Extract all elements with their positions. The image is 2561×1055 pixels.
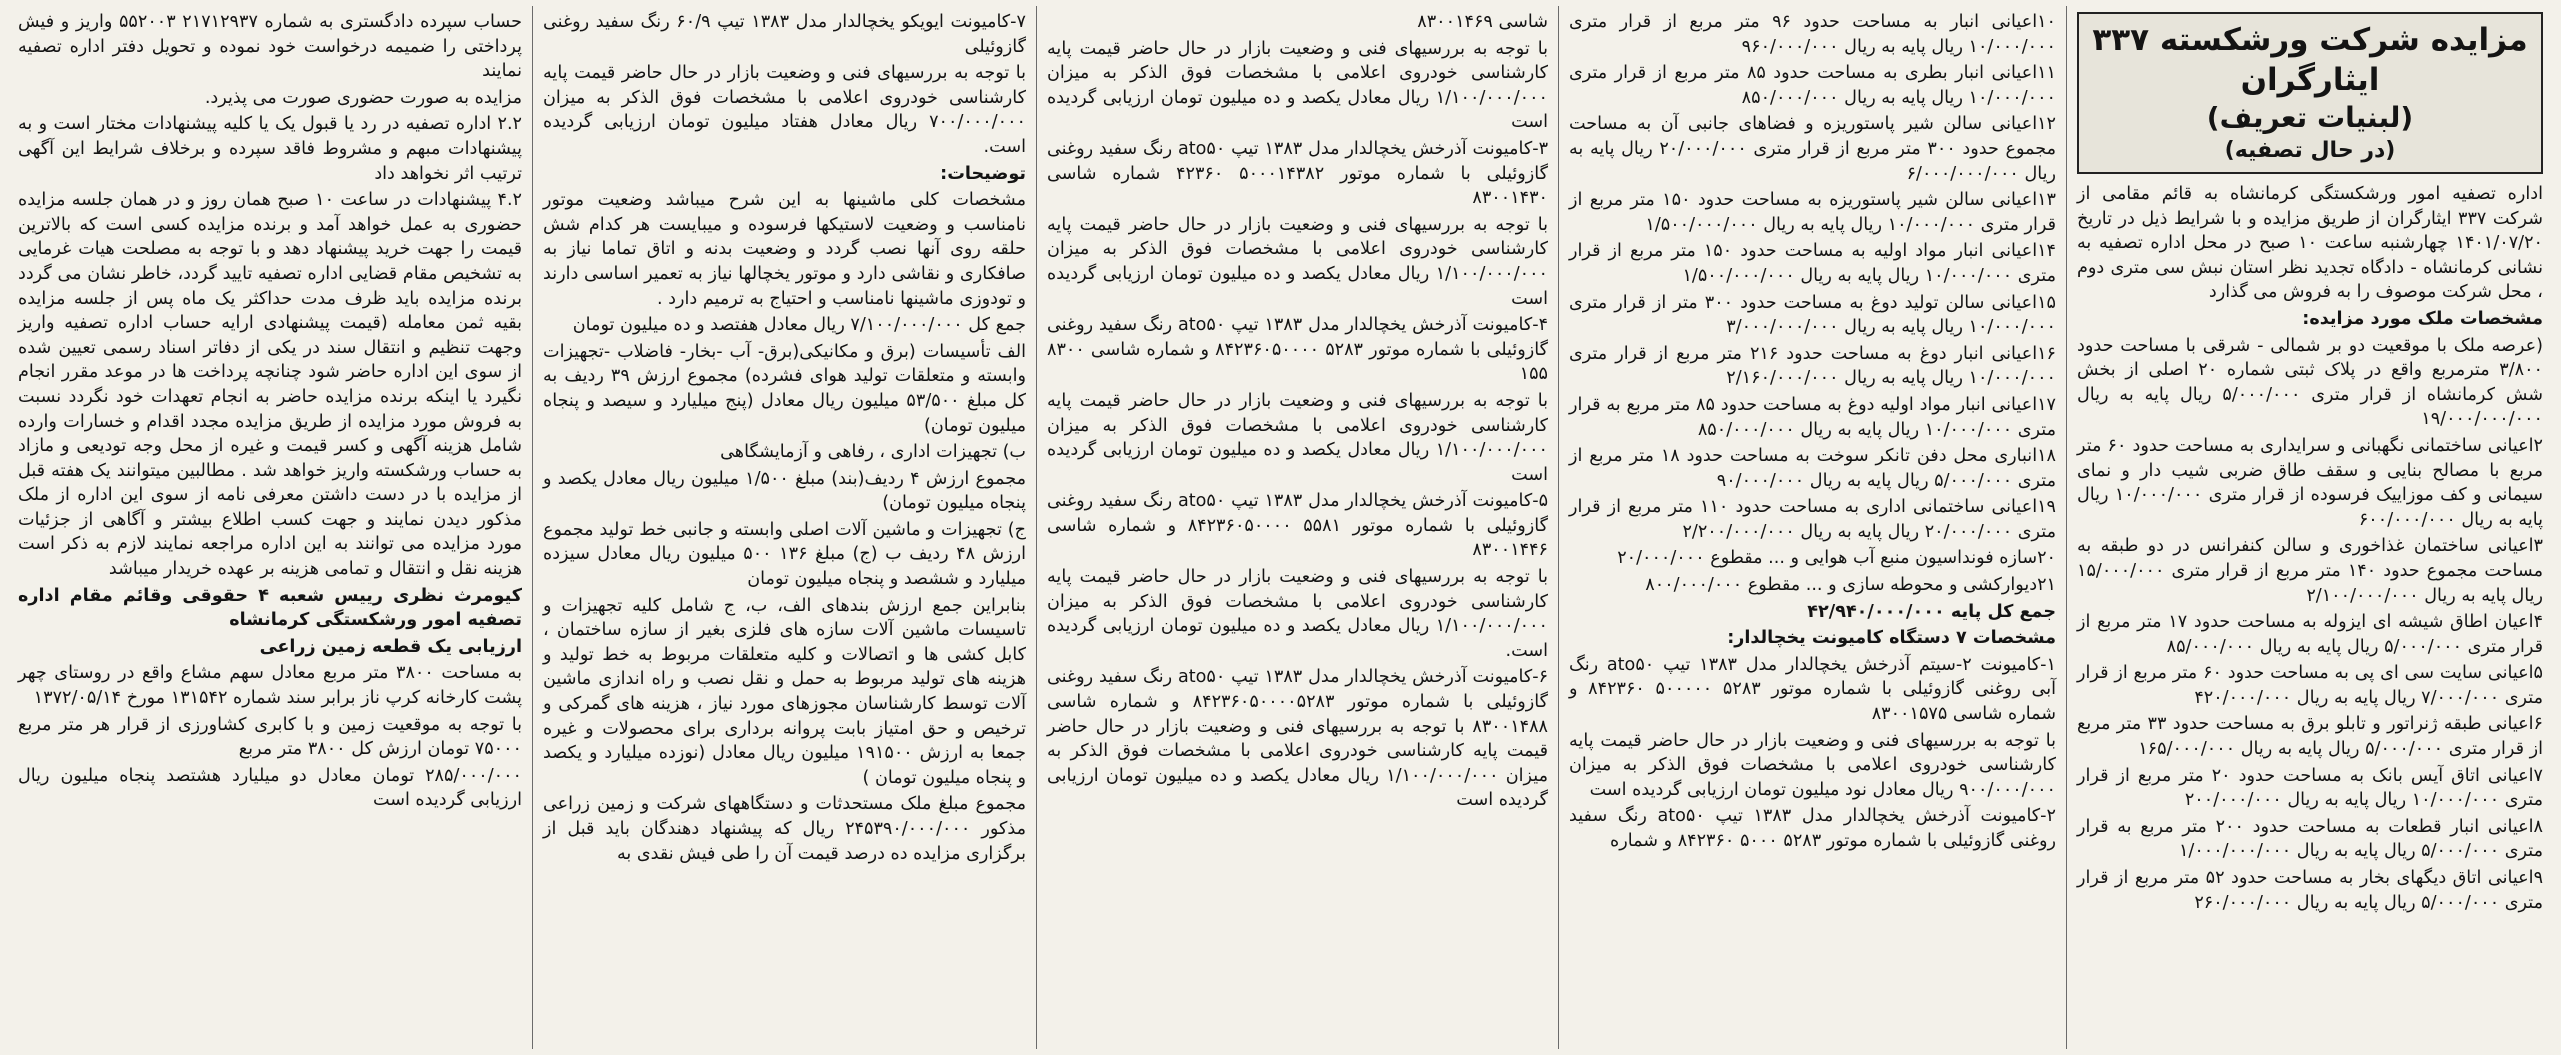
- vehicle-paragraph: ۵-کامیونت آذرخش یخچالدار مدل ۱۳۸۳ تیپ ato۵۰ رنگ سفید روغنی گازوئیلی با شماره موتور ۵۵۸۱ ۸۴۲۳۶۰۵۰۰۰۰ و شماره شاسی ۸۳۰۰۱۴۴۶: [1047, 491, 1549, 561]
- item-paragraph: ۶اعیانی طبقه ژنراتور و تابلو برق به مساحت حدود ۳۳ متر مربع از قرار متری ۵/۰۰۰/۰۰۰ ریال پایه به ریال ۱۶۵/۰۰۰/۰۰۰: [2077, 714, 2543, 760]
- intro-paragraph: اداره تصفیه امور ورشکستگی کرمانشاه به قائم مقامی از شرکت ۳۳۷ ایثارگران از طریق مزایده و با شرایط ذیل در تاریخ ۱۴۰۱/۰۷/۲۰ چهارشنبه ساعت ۱۰ صبح در محل اداره تصفیه به نشانی کرمانشاه - دادگاه تجدید نظر استان نبش سی متری دوم ، محل شرکت موصوف را به فروش می گذارد: [2077, 184, 2543, 303]
- item-paragraph: ۱۵اعیانی سالن تولید دوغ به مساحت حدود ۳۰۰ متر از قرار متری ۱۰/۰۰۰/۰۰۰ ریال پایه به ریال ۳/۰۰۰/۰۰۰/۰۰۰: [1569, 292, 2056, 338]
- appraisal-paragraph: با توجه به بررسیهای فنی و وضعیت بازار در حال حاضر قیمت پایه کارشناسی خودروی اعلامی با مشخصات فوق الذکر به میزان ۱/۱۰۰/۰۰۰/۰۰۰ ریال معادل یکصد و ده میلیون تومان ارزیابی گردیده است.: [1047, 567, 1548, 661]
- vehicle-paragraph: ۳-کامیونت آذرخش یخچالدار مدل ۱۳۸۳ تیپ ato۵۰ رنگ سفید روغنی گازوئیلی با شماره موتور ۵۰۰۰۱۴۳۸۲ ۴۲۳۶۰ شماره شاسی ۸۳۰۰۱۴۳۰: [1047, 138, 1549, 209]
- ad-title: مزایده شرکت ورشکسته ۳۳۷ ایثارگران: [2092, 22, 2528, 98]
- equipment-paragraph: ج) تجهیزات و ماشین آلات اصلی وابسته و جانبی خط تولید مجموع ارزش ۴۸ ردیف ب (ج) مبلغ ۱۳۶ ۵۰۰ میلیون ریال معادل سیزده میلیارد و ششصد و پنجاه میلیون تومان: [543, 519, 1027, 590]
- item-paragraph: ۱۴اعیانی انبار مواد اولیه به مساحت حدود ۱۵۰ متر مربع از قرار متری ۱۰/۰۰۰/۰۰۰ ریال پایه به ریال ۱/۵۰۰/۰۰۰/۰۰۰: [1569, 241, 2057, 286]
- equipment-paragraph: بنابراین جمع ارزش بندهای الف، ب، ج شامل کلیه تجهیزات و تاسیسات ماشین آلات سازه های فلزی بغیر از سازه ساختمان ، کابل کشی ها و اتصالات و کلیه متعلقات مربوط به خط تولید و هزینه های تولید مربوط به حمل و نقل نصب و راه اندازی ماشین آلات توسط کارشناسان مجوزهای مورد نیاز ، هزینه های گمرکی و ترخیص و حق امتیاز بابت پروانه برداری برای محصولات و غیره جمعا به ارزش ۱۹۱۵۰۰ میلیون ریال معادل (نوزده میلیارد و یکصد و پنجاه میلیون تومان ): [543, 595, 1026, 788]
- notes-heading: توضیحات:: [940, 163, 1026, 184]
- item-paragraph: ۱۶اعیانی انبار دوغ به مساحت حدود ۲۱۶ متر مربع از قرار متری ۱۰/۰۰۰/۰۰۰ ریال پایه به ریال ۲/۱۶۰/۰۰۰/۰۰۰: [1569, 343, 2056, 389]
- equipment-paragraph: ب) تجهیزات اداری ، رفاهی و آزمایشگاهی: [720, 442, 1026, 463]
- column-1: [2066, 6, 2553, 1049]
- property-heading: مشخصات ملک مورد مزایده:: [2302, 308, 2543, 329]
- appraisal-paragraph: با توجه به بررسیهای فنی و وضعیت بازار در حال حاضر قیمت پایه کارشناسی خودروی اعلامی با مشخصات فوق الذکر به میزان ۹۰۰/۰۰۰/۰۰۰ ریال معادل نود میلیون تومان ارزیابی گردیده است: [1569, 730, 2056, 800]
- total-base: جمع کل پایه ۴۲/۹۴۰/۰۰۰/۰۰۰: [1807, 601, 2056, 622]
- equipment-paragraph: الف تأسیسات (برق و مکانیکی(برق- آب -بخار- فاضلاب -تجهیزات وابسته و متعلقات تولید هوای فشرده) مجموع ارزش ۳۹ ردیف به کل مبلغ ۵۳/۵۰۰ میلیون ریال معادل (پنج میلیارد و سیصد و پنجاه میلیون تومان): [543, 341, 1026, 436]
- terms-paragraph: حساب سپرده دادگستری به شماره ۲۱۷۱۲۹۳۷ ۵۵۲۰۰۳ واریز و فیش پرداختی را ضمیمه درخواست خود نموده و تحویل دفتر اداره تصفیه نمایند: [18, 12, 522, 82]
- terms-paragraph: ۴.۲ پیشنهادات در ساعت ۱۰ صبح همان روز و در همان جلسه مزایده حضوری به عمل خواهد آمد و برنده مزایده کسی است که بالاترین قیمت را جهت خرید پیشنهاد دهد و با توجه به مصلحت هیات غرمایی به تشخیص مقام قضایی اداره تصفیه تایید گردد، خاطر نشان می گردد برنده مزایده باید ظرف مدت حداکثر یک ماه پس از جلسه مزایده بقیه ثمن معامله (قیمت پیشنهادی ارایه حساب اداره تصفیه واریز وجهت تنظیم و انتقال سند در یکی از دفاتر اسناد رسمی تعیین شده از سوی این اداره حاضر شود چنانچه پرداخت ها در موعد مقرر انجام نگیرد یا اینکه برنده مزایده حاضر به انجام تعهدات خود نگردد نسبت به فروش مورد مزایده از طریق مزایده مجدد اقدام و خسارات وارده شامل هزینه آگهی و کسر قیمت و غیره از محل وجه تودیعی و مازاد به حساب ورشکسته واریز خواهد شد . مطالبین میتوانند یک هفته قبل از مزایده با در دست داشتن معرفی نامه از سوی این اداره از ملک مذکور دیدن نمایند و جهت کسب اطلاع بیشتر و آگاهی از جزئیات مورد مزایده می توانند به این اداره مراجعه نمایند لازم به ذکر است هزینه نقل و انتقال و تمامی هزینه بر عهده خریدار میباشد: [18, 190, 522, 580]
- ad-title-box: [2077, 12, 2543, 174]
- item-paragraph: ۲۱دیوارکشی و محوطه سازی و ... مقطوع ۸۰۰/۰۰۰/۰۰۰: [1645, 575, 2056, 596]
- item-paragraph: ۵اعیانی سایت سی ای پی به مساحت حدود ۶۰ متر مربع از قرار متری ۷/۰۰۰/۰۰۰ ریال پایه به ریال ۴۲۰/۰۰۰/۰۰۰: [2077, 663, 2543, 708]
- column-4: [532, 6, 1036, 1049]
- land-paragraph: به مساحت ۳۸۰۰ متر مربع معادل سهم مشاع واقع در روستای چهر پشت کارخانه کرپ ناز برابر سند شماره ۱۳۱۵۴۲ مورخ ۱۳۷۲/۰۵/۱۴: [18, 663, 522, 709]
- item-paragraph: ۸اعیانی انبار قطعات به مساحت حدود ۲۰۰ متر مربع به قرار متری ۵/۰۰۰/۰۰۰ ریال پایه به ریال ۱/۰۰۰/۰۰۰/۰۰۰: [2077, 816, 2543, 862]
- vehicle-paragraph: شاسی ۸۳۰۰۱۴۶۹: [1417, 12, 1548, 32]
- item-paragraph: ۱۸انباری محل دفن تانکر سوخت به مساحت حدود ۱۸ متر مربع از متری ۵/۰۰۰/۰۰۰ ریال پایه به ریال ۹۰/۰۰۰/۰۰۰: [1569, 446, 2057, 491]
- equipment-paragraph: مجموع ارزش ۴ ردیف(بند) مبلغ ۱/۵۰۰ میلیون ریال معادل یکصد و پنجاه میلیون تومان): [543, 468, 1026, 514]
- appraisal-paragraph: با توجه به بررسیهای فنی و وضعیت بازار در حال حاضر قیمت پایه کارشناسی خودروی اعلامی با مشخصات فوق الذکر به میزان ۱/۱۰۰/۰۰۰/۰۰۰ ریال معادل یکصد و ده میلیون تومان ارزیابی گردیده است: [1047, 38, 1548, 133]
- item-paragraph: ۹اعیانی اتاق دیگهای بخار به مساحت حدود ۵۲ متر مربع از قرار متری ۵/۰۰۰/۰۰۰ ریال پایه به ریال ۲۶۰/۰۰۰/۰۰۰: [2077, 868, 2544, 913]
- vehicle-paragraph: ۴-کامیونت آذرخش یخچالدار مدل ۱۳۸۳ تیپ ato۵۰ رنگ سفید روغنی گازوئیلی با شماره موتور ۵۲۸۳ ۸۴۲۳۶۰۵۰۰۰۰ و شماره شاسی ۸۳۰۰ ۱۵۵: [1047, 315, 1549, 385]
- notes-paragraph: مشخصات کلی ماشینها به این شرح میباشد وضعیت موتور نامناسب و وضعیت لاستیکها فرسوده و میبایست هر کدام شش حلقه روی آنها نصب گردد و وضعیت بدنه و اتاق تماما نیاز به صافکاری و نقاشی دارد و موتور یخچالها نیاز به تعمیر اساسی دارند و تودوزی ماشینها نامناسب و احتیاج به ترمیم دارد .: [543, 190, 1026, 309]
- item-paragraph: ۴اعیان اطاق شیشه ای ایزوله به مساحت حدود ۱۷ متر مربع از قرار متری ۵/۰۰۰/۰۰۰ ریال پایه به ریال ۸۵/۰۰۰/۰۰۰: [2077, 612, 2544, 657]
- ad-status-note: (در حال تصفیه): [2224, 138, 2396, 163]
- vehicle-paragraph: ۱-کامیونت ۲-سیتم آذرخش یخچالدار مدل ۱۳۸۳ تیپ ato۵۰ رنگ آبی روغنی گازوئیلی با شماره موتور ۵۲۸۳ ۵۰۰۰۰۰ ۸۴۲۳۶۰ و شماره شاسی ۸۳۰۰۱۵۷۵: [1569, 654, 2057, 725]
- item-paragraph: ۱۹اعیانی ساختمانی اداری به مساحت حدود ۱۱۰ متر مربع از قرار متری ۲۰/۰۰۰/۰۰۰ ریال پایه به ریال ۲/۲۰۰/۰۰۰/۰۰۰: [1569, 497, 2056, 542]
- item-paragraph: ۱۱اعیانی انبار بطری به مساحت حدود ۸۵ متر مربع از قرار متری ۱۰/۰۰۰/۰۰۰ ریال پایه به ریال ۸۵۰/۰۰۰/۰۰۰: [1569, 63, 2056, 108]
- item-paragraph: ۷اعیانی اتاق آیس بانک به مساحت حدود ۲۰ متر مربع از قرار متری ۱۰/۰۰۰/۰۰۰ ریال پایه به ریال ۲۰۰/۰۰۰/۰۰۰: [2077, 765, 2543, 811]
- appraisal-paragraph: با توجه به بررسیهای فنی و وضعیت بازار در حال حاضر قیمت پایه کارشناسی خودروی اعلامی با مشخصات فوق الذکر به میزان ۱/۱۰۰/۰۰۰/۰۰۰ ریال معادل یکصد و ده میلیون تومان ارزیابی گردیده است: [1047, 390, 1548, 485]
- item-paragraph: ۱۷اعیانی انبار مواد اولیه دوغ به مساحت حدود ۸۵ متر مربع به قرار متری ۱۰/۰۰۰/۰۰۰ ریال پایه به ریال ۸۵۰/۰۰۰/۰۰۰: [1569, 394, 2056, 440]
- signature-line: کیومرث نظری رییس شعبه ۴ حقوقی وقائم مقام اداره تصفیه امور ورشکستگی کرمانشاه: [18, 585, 522, 631]
- item-paragraph: ۱۳اعیانی سالن شیر پاستوریزه به مساحت حدود ۱۵۰ متر مربع از قرار متری ۱۰/۰۰۰/۰۰۰ ریال پایه به ریال ۱/۵۰۰/۰۰۰/۰۰۰: [1569, 190, 2056, 235]
- item-paragraph: ۳اعیانی ساختمان غذاخوری و سالن کنفرانس در دو طبقه به مساحت مجموع حدود ۱۴۰ متر مربع از قرار متری ۱۵/۰۰۰/۰۰۰ ریال پایه به ریال ۲/۱۰۰/۰۰۰/۰۰۰: [2077, 536, 2543, 606]
- item-paragraph: ۱۰اعیانی انبار به مساحت حدود ۹۶ متر مربع از قرار متری ۱۰/۰۰۰/۰۰۰ ریال پایه به ریال ۹۶۰/۰۰۰/۰۰۰: [1569, 12, 2056, 57]
- appraisal-paragraph: با توجه به بررسیهای فنی و وضعیت بازار در حال حاضر قیمت پایه کارشناسی خودروی اعلامی با مشخصات فوق الذکر به میزان ۱/۱۰۰/۰۰۰/۰۰۰ ریال معادل یکصد و ده میلیون تومان ارزیابی گردیده است: [1047, 214, 1548, 309]
- column-3: [1036, 6, 1558, 1049]
- total-paragraph: جمع کل ۷/۱۰۰/۰۰۰/۰۰۰ ریال معادل هفتصد و ده میلیون تومان: [572, 315, 1026, 336]
- ad-subtitle: (لبنیات تعریف): [2206, 101, 2414, 134]
- item-paragraph: (عرصه ملک با موقعیت دو بر شمالی - شرقی با مساحت حدود ۳/۸۰۰ مترمربع واقع در پلاک ثبتی شماره ۲۰ اصلی از بخش شش کرمانشاه از قرار متری ۵/۰۰۰/۰۰۰ ریال پایه به ریال ۱۹/۰۰۰/۰۰۰/۰۰۰: [2077, 335, 2543, 430]
- terms-paragraph: ۲.۲ اداره تصفیه در رد یا قبول یک یا کلیه پیشنهادات مختار است و به پیشنهادات مبهم و مشروط فاقد سپرده و برخلاف شرایط این آگهی ترتیب اثر نخواهد داد: [18, 114, 522, 184]
- total-paragraph: مجموع مبلغ ملک مستحدثات و دستگاههای شرکت و زمین زراعی مذکور ۲۴۵۳۹۰/۰۰۰/۰۰۰ ریال که پیشنهاد دهندگان باید قبل از برگزاری مزایده ده درصد قیمت آن را طی فیش نقدی به: [543, 794, 1026, 864]
- vehicle-paragraph: ۶-کامیونت آذرخش یخچالدار مدل ۱۳۸۳ تیپ ato۵۰ رنگ سفید روغنی گازوئیلی با شماره موتور ۸۴۲۳۶۰۵۰۰۰۰۵۲۸۳ و شماره شاسی ۸۳۰۰۱۴۸۸ با توجه به بررسیهای فنی و وضعیت بازار در حال حاضر قیمت پایه کارشناسی خودروی اعلامی با مشخصات فوق الذکر به میزان ۱/۱۰۰/۰۰۰/۰۰۰ ریال معادل یکصد و ده میلیون تومان ارزیابی گردیده است: [1047, 667, 1549, 811]
- appraisal-paragraph: با توجه به بررسیهای فنی و وضعیت بازار در حال حاضر قیمت پایه کارشناسی خودروی اعلامی با مشخصات فوق الذکر به میزان ۷۰۰/۰۰۰/۰۰۰ ریال معادل هفتاد میلیون تومان ارزیابی گردیده است.: [543, 63, 1026, 157]
- column-2: [1558, 6, 2066, 1049]
- land-paragraph: با توجه به موقعیت زمین و با کابری کشاورزی از قرار هر متر مربع ۷۵۰۰۰ تومان ارزش کل ۳۸۰۰ متر مربع: [18, 714, 522, 760]
- land-heading: ارزیابی یک قطعه زمین زراعی: [259, 636, 522, 657]
- vehicle-paragraph: ۲-کامیونت آذرخش یخچالدار مدل ۱۳۸۳ تیپ ato۵۰ رنگ سفید روغنی گازوئیلی با شماره موتور ۵۲۸۳ ۵۰۰۰ ۸۴۲۳۶۰ و شماره: [1569, 806, 2056, 851]
- land-paragraph: ۲۸۵/۰۰۰/۰۰۰ تومان معادل دو میلیارد هشتصد پنجاه میلیون ریال ارزیابی گردیده است: [18, 765, 522, 811]
- vehicle-paragraph: ۷-کامیونت ایویکو یخچالدار مدل ۱۳۸۳ تیپ ۶۰/۹ رنگ سفید روغنی گازوئیلی: [543, 12, 1026, 57]
- item-paragraph: ۲۰سازه فونداسیون منبع آب هوایی و ... مقطوع ۲۰/۰۰۰/۰۰۰: [1617, 548, 2056, 569]
- vehicles-heading: مشخصات ۷ دستگاه کامیونت یخچالدار:: [1727, 628, 2056, 649]
- column-5: [8, 6, 532, 1049]
- terms-paragraph: مزایده به صورت حضوری صورت می پذیرد.: [204, 87, 522, 108]
- item-paragraph: ۲اعیانی ساختمانی نگهبانی و سرایداری به مساحت حدود ۶۰ متر مربع با مصالح بنایی و سقف طاق ضربی شیب دار و نمای سیمانی و کف موزاییک فرسوده از قرار متری ۱۰/۰۰۰/۰۰۰ ریال پایه به ریال ۶۰۰/۰۰۰/۰۰۰: [2077, 435, 2543, 530]
- item-paragraph: ۱۲اعیانی سالن شیر پاستوریزه و فضاهای جانبی آن به مساحت مجموع حدود ۳۰۰ متر مربع از قرار متری ۲۰/۰۰۰/۰۰۰ ریال پایه به ریال ۶/۰۰۰/۰۰۰/۰۰۰: [1569, 114, 2056, 184]
